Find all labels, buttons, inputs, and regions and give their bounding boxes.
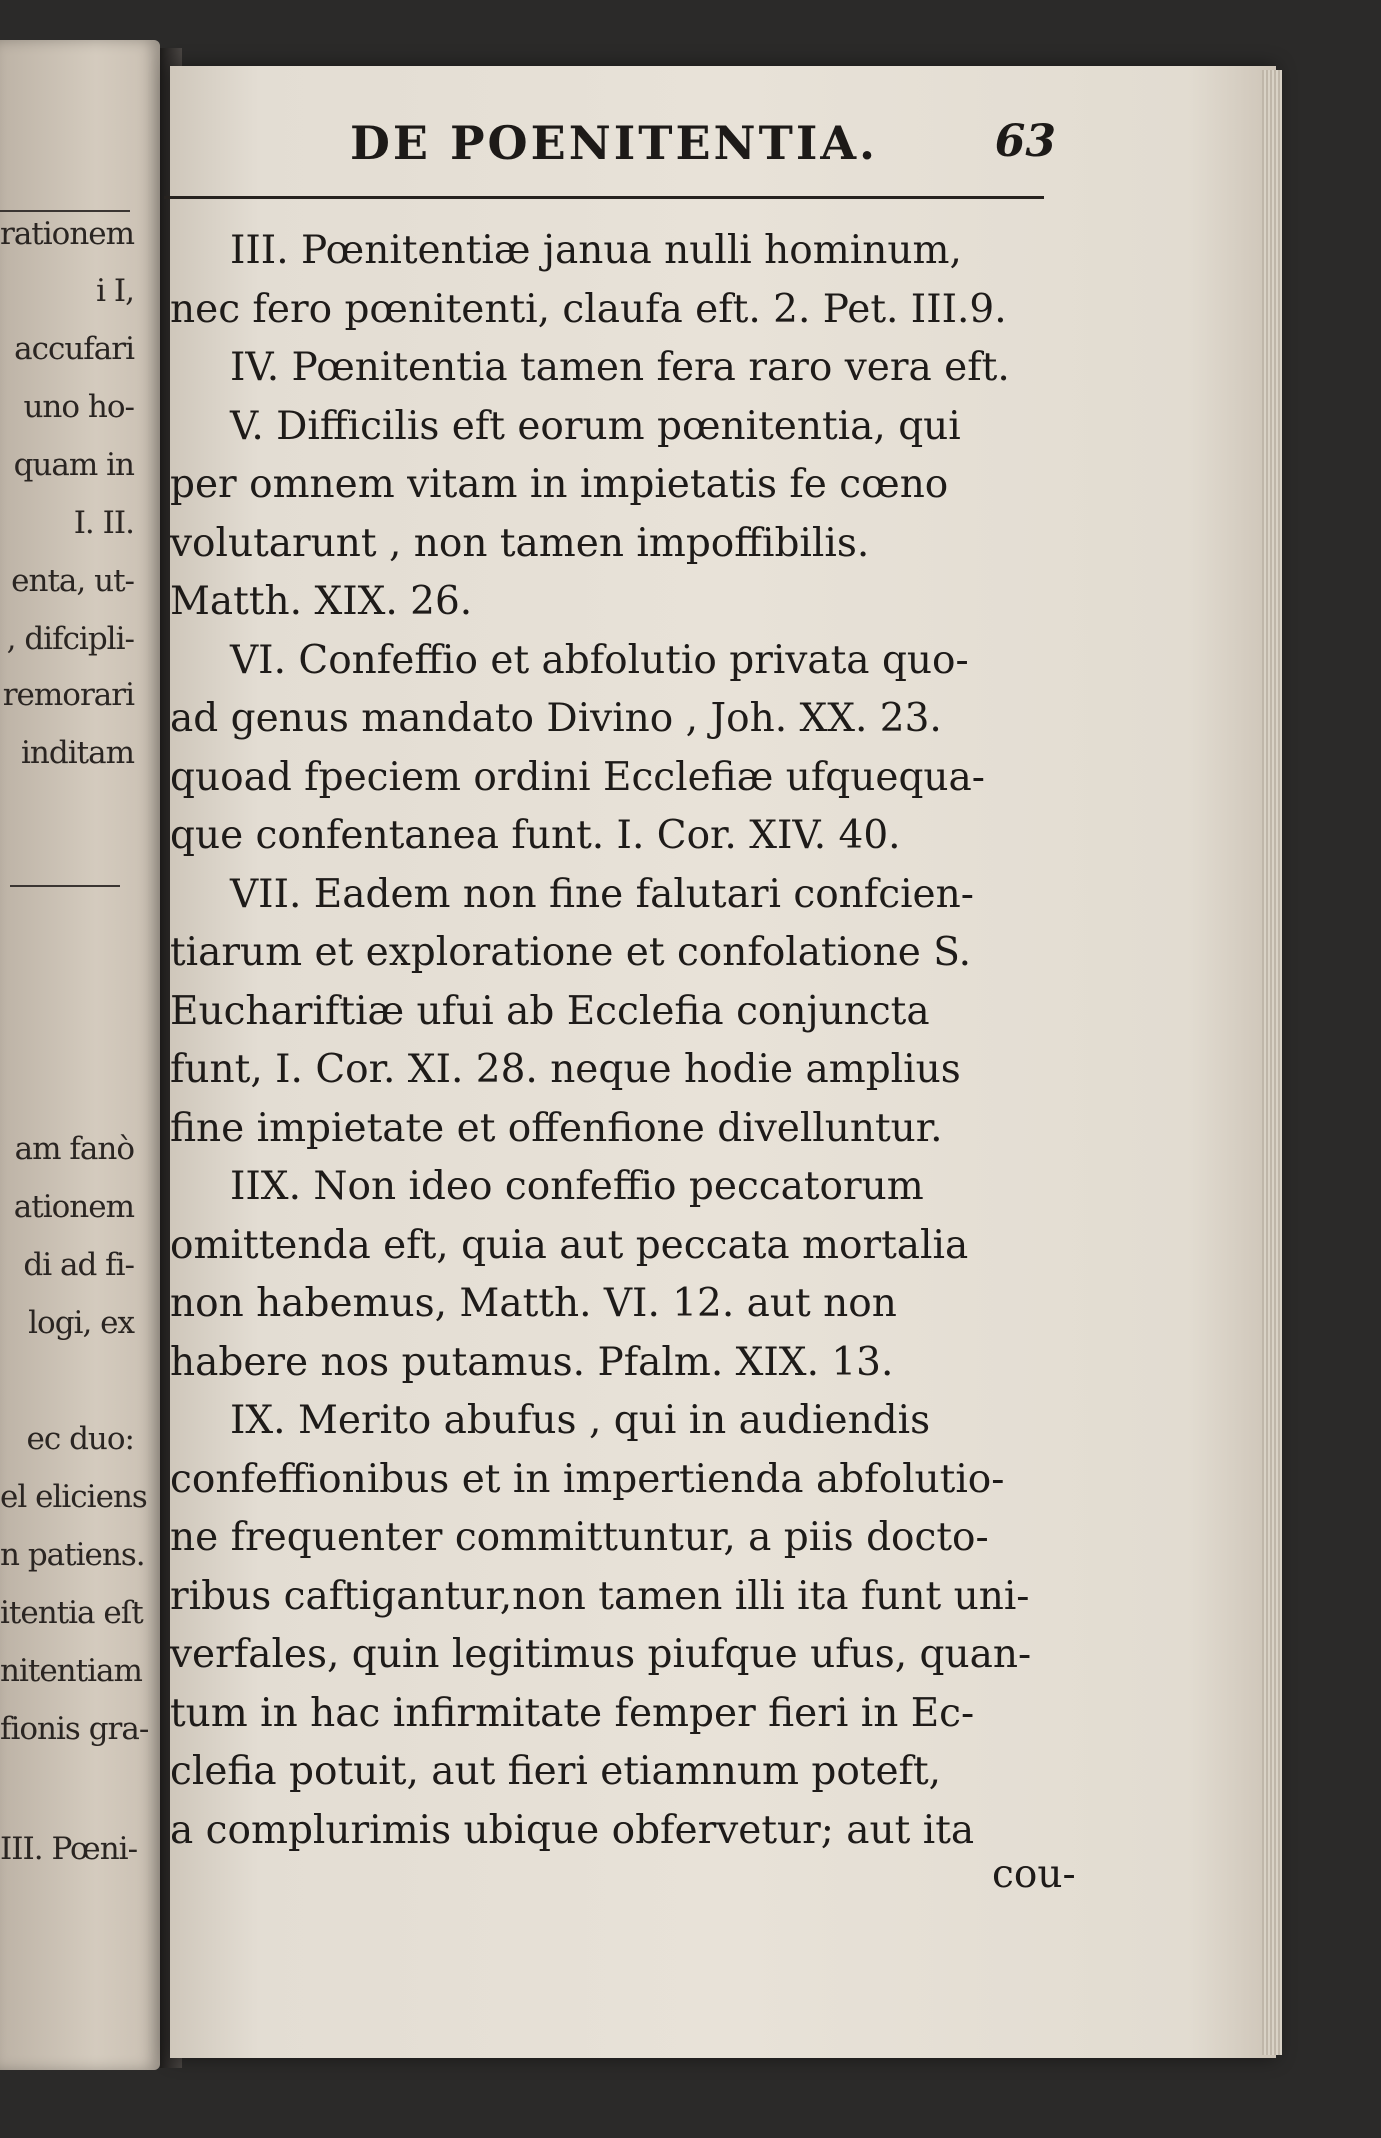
text-line: III. Pœnitentiæ janua nulli hominum, [230,228,962,273]
text-line: nec fero pœnitenti, claufa eft. 2. Pet. III.9. [170,286,1007,332]
running-title: DE POENITENTIA. [350,116,879,170]
page-number: 63 [994,116,1056,167]
text-line: ne frequenter committuntur, a piis docto- [170,1515,989,1560]
text-line: Matth. XIX. 26. [170,579,473,624]
left-page-line: uno ho- [23,389,134,425]
text-line: IX. Merito abufus , qui in audiendis [230,1398,931,1443]
left-page-line: accufari [14,331,134,367]
text-line: non habemus, Matth. VI. 12. aut non [170,1281,897,1326]
text-line: confeffionibus et in impertienda abfolutio- [170,1456,1005,1502]
left-page-line: remorari [2,677,134,713]
left-page-rule [0,210,130,212]
left-page-line: di ad fi- [23,1247,134,1283]
text-line: VI. Confeffio et abfolutio privata quo- [230,637,969,683]
text-line: tiarum et exploratione et confolatione S. [170,930,971,975]
left-page-line: el eliciens [0,1479,147,1515]
text-line: per omnem vitam in impietatis fe cœno [170,462,949,507]
left-page-line: quam in [13,447,134,483]
left-page-line: , difcipli- [6,621,134,657]
text-line: ad genus mandato Divino , Joh. XX. 23. [170,696,942,741]
left-page-line: III. Pœni- [0,1831,138,1867]
left-page-line: enta, ut- [11,563,134,599]
left-page-line: itentia eſt [0,1595,143,1631]
text-line: IV. Pœnitentia tamen fera raro vera eft. [230,345,1010,390]
text-line: volutarunt , non tamen impoffibilis. [170,520,870,566]
page-edge [1262,70,1282,2055]
left-page [0,40,160,2070]
left-page-line: ationem [13,1189,134,1225]
text-line: fine impietate et offenfione divelluntur. [170,1105,943,1151]
text-line: Euchariftiæ ufui ab Ecclefia conjuncta [170,988,930,1034]
text-line: omittenda eft, quia aut peccata mortalia [170,1222,969,1268]
text-line: clefia potuit, aut fieri etiamnum poteft, [170,1749,942,1794]
catchword: cou- [992,1852,1076,1897]
left-page-line: nitentiam [0,1653,142,1689]
left-page-line: I. II. [73,505,134,541]
text-line: V. Difficilis eft eorum pœnitentia, qui [230,403,961,449]
left-page-line: am fanò [14,1131,134,1167]
text-line: quoad fpeciem ordini Ecclefiæ ufquequa- [170,754,985,800]
text-line: verfales, quin legitimus piufque ufus, quan- [170,1632,1032,1677]
left-page-line: n patiens. [0,1537,145,1573]
text-line: que confentanea funt. I. Cor. XIV. 40. [170,813,901,858]
left-page-line: inditam [21,735,134,771]
left-page-line: ec duo: [26,1421,134,1457]
text-line: funt, I. Cor. XI. 28. neque hodie amplius [170,1047,961,1092]
text-line: IIX. Non ideo confeffio peccatorum [230,1164,924,1209]
text-line: VII. Eadem non fine falutari confcien- [230,871,974,917]
left-page-line: fionis gra- [0,1711,149,1747]
page-header [350,116,1080,176]
left-page-line: logi, ex [28,1305,134,1341]
text-line: tum in hac infirmitate femper fieri in Ec- [170,1690,975,1736]
text-line: ribus caftigantur,non tamen illi ita funt uni- [170,1573,1030,1619]
header-rule [164,196,1044,199]
text-line: habere nos putamus. Pfalm. XIX. 13. [170,1339,894,1385]
left-page-line: i I, [96,273,134,309]
left-page-rule [10,885,120,887]
left-page-line: rationem [0,216,135,252]
text-line: a complurimis ubique obfervetur; aut ita [170,1807,975,1853]
